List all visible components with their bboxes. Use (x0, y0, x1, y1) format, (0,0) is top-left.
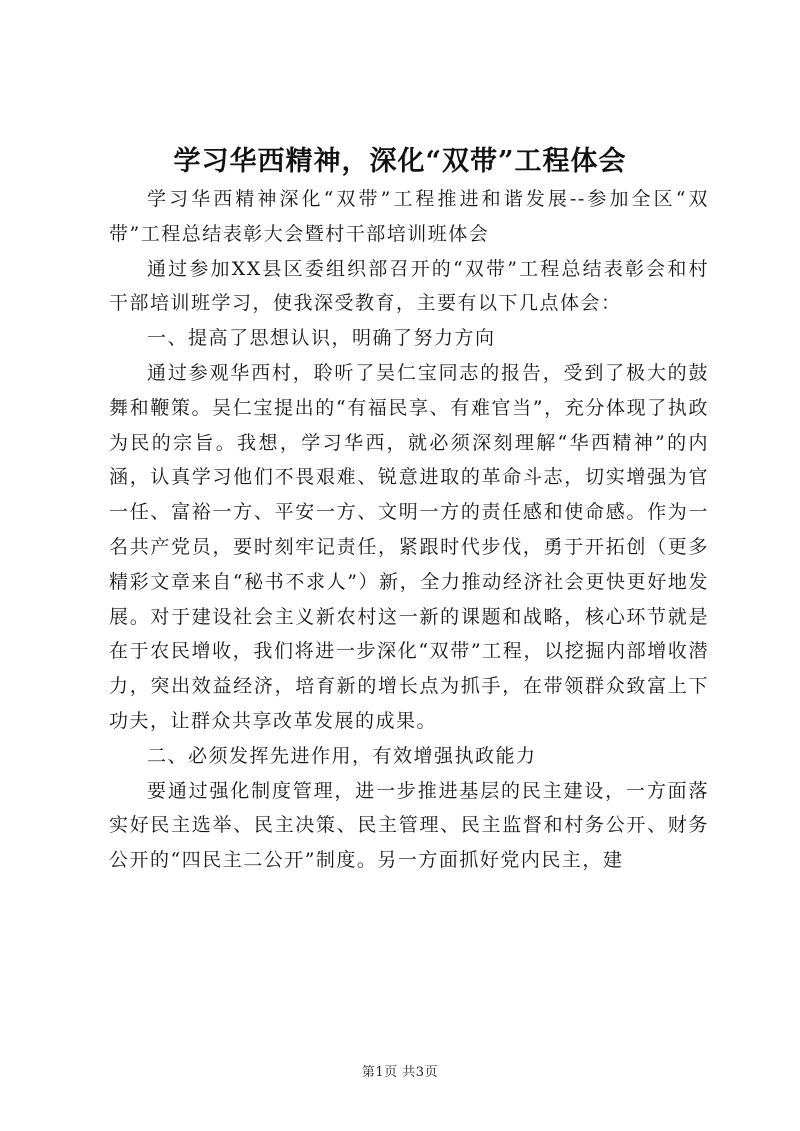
paragraph-section-1: 通过参观华西村，聆听了吴仁宝同志的报告，受到了极大的鼓舞和鞭策。吴仁宝提出的“有福民享、有难官当”，充分体现了执政为民的宗旨。我想，学习华西，就必须深刻理解“华西精神”的内涵，认真学习他们不畏艰难、锐意进取的革命斗志，切实增强为官一任、富裕一方、平安一方、文明一方的责任感和使命感。作为一名共产党员，要时刻牢记责任，紧跟时代步伐，勇于开拓创（更多精彩文章来自“秘书不求人”）新，全力推动经济社会更快更好地发展。对于建设社会主义新农村这一新的课题和战略，核心环节就是在于农民增收，我们将进一步深化“双带”工程，以挖掘内部增收潜力，突出效益经济，培育新的增长点为抓手，在带领群众致富上下功夫，让群众共享改革发展的成果。 (109, 361, 709, 732)
paragraph-intro: 通过参加XX县区委组织部召开的“双带”工程总结表彰会和村干部培训班学习，使我深受教育，主要有以下几点体会： (109, 257, 709, 315)
section-heading-2: 二、必须发挥先进作用，有效增强执政能力 (147, 744, 537, 767)
page-title: 学习华西精神，深化“双带”工程体会 (173, 146, 627, 177)
section-heading-1: 一、提高了思想认识，明确了努力方向 (147, 327, 496, 350)
paragraph-section-2: 要通过强化制度管理，进一步推进基层的民主建设，一方面落实好民主选举、民主决策、民主管理、民主监督和村务公开、财务公开的“四民主二公开”制度。另一方面抓好党内民主，建 (109, 779, 709, 872)
paragraph-subtitle: 学习华西精神深化“双带”工程推进和谐发展--参加全区“双带”工程总结表彰大会暨村干部培训班体会 (109, 188, 709, 245)
page-number-footer: 第1页 共3页 (361, 1065, 439, 1080)
document-body (109, 182, 709, 878)
